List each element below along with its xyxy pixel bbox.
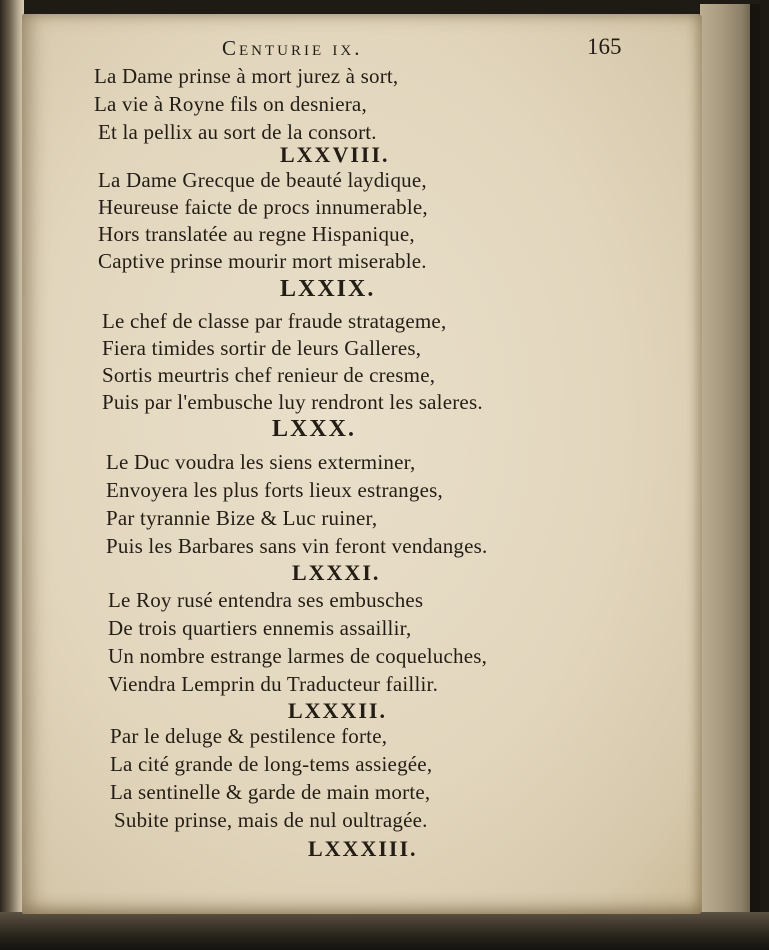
quatrain-number: LXXVIII. [280, 142, 390, 167]
verse-line: La Dame prinse à mort jurez à sort, [94, 64, 399, 88]
verse-line: Captive prinse mourir mort miserable. [98, 249, 427, 273]
verse-line: Subite prinse, mais de nul oultragée. [114, 808, 428, 832]
quatrain-number: LXXXI. [292, 560, 381, 585]
verse-line: Sortis meurtris chef renieur de cresme, [102, 363, 436, 387]
running-title: Centurie ix. [222, 36, 363, 60]
quatrain-number: LXXIX. [280, 276, 376, 302]
verse-line: Envoyera les plus forts lieux estranges, [106, 478, 443, 502]
spine-edge [0, 0, 24, 950]
verse-line: Un nombre estrange larmes de coqueluches, [108, 644, 488, 668]
verse-line: La cité grande de long-tems assiegée, [110, 752, 433, 776]
quatrain-number: LXXXII. [288, 698, 387, 723]
fore-edge [700, 4, 760, 924]
book-page [22, 14, 702, 914]
verse-line: Par tyrannie Bize & Luc ruiner, [106, 506, 378, 530]
page-text [22, 14, 702, 914]
verse-line: La vie à Royne fils on desniera, [94, 92, 367, 116]
quatrain-number: LXXX. [272, 416, 357, 442]
page-number: 165 [587, 34, 622, 59]
verse-line: Le Duc voudra les siens exterminer, [106, 450, 416, 474]
verse-line: Hors translatée au regne Hispanique, [98, 222, 415, 246]
verse-line: La sentinelle & garde de main morte, [110, 780, 431, 804]
verse-line: Et la pellix au sort de la consort. [98, 120, 377, 144]
verse-line: Viendra Lemprin du Traducteur faillir. [108, 672, 439, 696]
quatrain-number: LXXXIII. [308, 836, 418, 861]
verse-line: Puis par l'embusche luy rendront les saleres. [102, 390, 483, 414]
verse-line: Fiera timides sortir de leurs Galleres, [102, 336, 422, 360]
verse-line: Puis les Barbares sans vin feront vendanges. [106, 534, 488, 558]
verse-line: La Dame Grecque de beauté laydique, [98, 168, 427, 192]
verse-line: Le Roy rusé entendra ses embusches [108, 588, 424, 612]
verse-line: De trois quartiers ennemis assaillir, [108, 616, 412, 640]
verse-line: Le chef de classe par fraude stratageme, [102, 309, 447, 333]
verse-line: Heureuse faicte de procs innumerable, [98, 195, 428, 219]
bottom-edge [0, 912, 769, 950]
verse-line: Par le deluge & pestilence forte, [110, 724, 388, 748]
